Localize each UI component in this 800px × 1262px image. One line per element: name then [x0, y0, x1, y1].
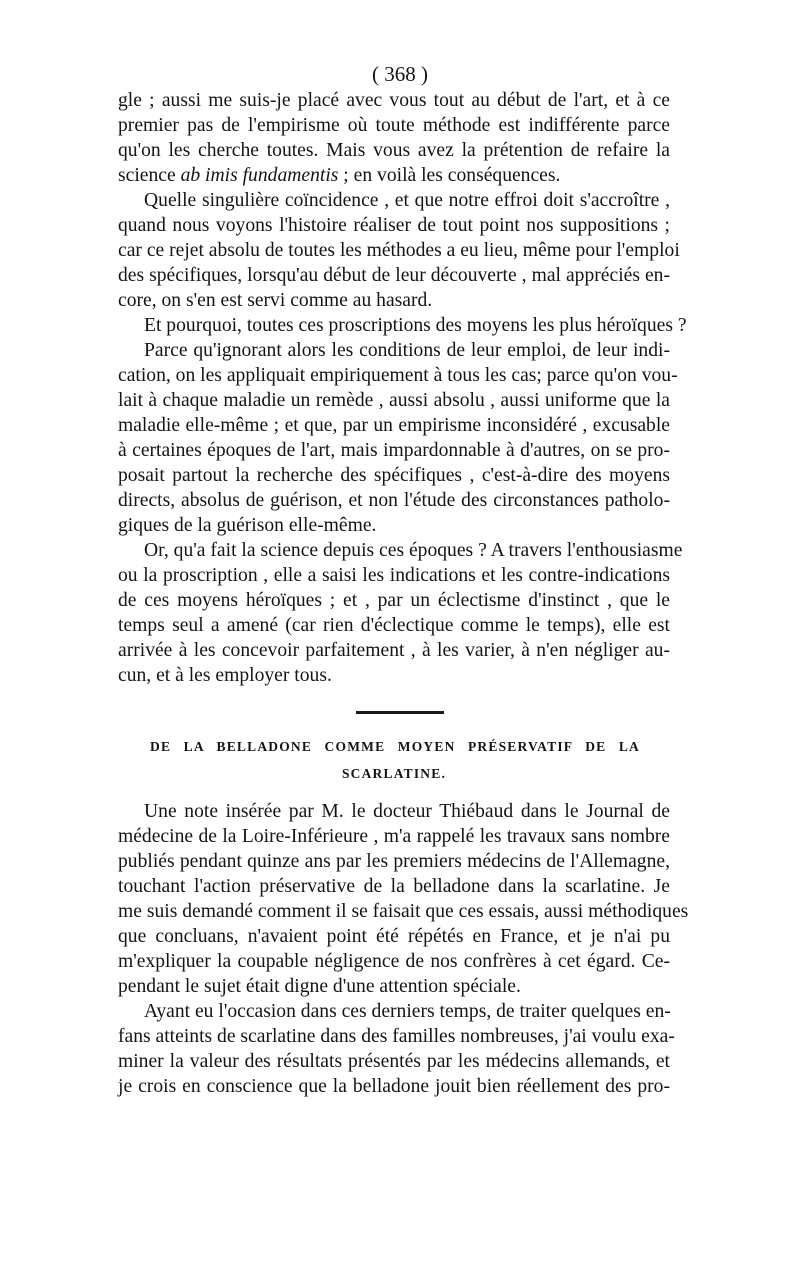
- text-line: premier pas de l'empirisme où toute méthode est indifférente parce: [118, 115, 670, 136]
- text-line: car ce rejet absolu de toutes les méthodes a eu lieu, même pour l'emploi: [118, 240, 680, 261]
- text-line: publiés pendant quinze ans par les premiers médecins de l'Allemagne,: [118, 851, 670, 872]
- text-line: Une note insérée par M. le docteur Thiébaud dans le Journal de: [144, 801, 670, 822]
- text-line: gle ; aussi me suis-je placé avec vous tout au début de l'art, et à ce: [118, 90, 670, 111]
- text-line: je crois en conscience que la belladone jouit bien réellement des pro-: [118, 1076, 670, 1097]
- text-line: pendant le sujet était digne d'une attention spéciale.: [118, 976, 521, 997]
- text-line: posait partout la recherche des spécifiques , c'est-à-dire des moyens: [118, 465, 670, 486]
- text-line: cun, et à les employer tous.: [118, 665, 332, 686]
- text-line: giques de la guérison elle-même.: [118, 515, 377, 536]
- section-heading-line-2: SCARLATINE.: [341, 766, 447, 781]
- text-line: Et pourquoi, toutes ces proscriptions des moyens les plus héroïques ?: [144, 315, 687, 336]
- text-line: core, on s'en est servi comme au hasard.: [118, 290, 433, 311]
- text-line: que concluans, n'avaient point été répétés en France, et je n'ai pu: [118, 926, 670, 947]
- text-line: science ab imis fundamentis ; en voilà les conséquences.: [118, 165, 561, 186]
- text-line: temps seul a amené (car rien d'éclectique comme le temps), elle est: [118, 615, 670, 636]
- section-heading-line-1: DE LA BELLADONE COMME MOYEN PRÉSERVATIF DE LA: [150, 739, 640, 754]
- text-line: Or, qu'a fait la science depuis ces époques ? A travers l'enthousiasme: [144, 540, 683, 561]
- text-line: médecine de la Loire-Inférieure , m'a rappelé les travaux sans nombre: [118, 826, 670, 847]
- italic-phrase: ab imis fundamentis: [180, 165, 339, 186]
- page-number: ( 368 ): [372, 62, 428, 86]
- section-divider: [356, 711, 444, 714]
- text-line: Quelle singulière coïncidence , et que notre effroi doit s'accroître ,: [144, 190, 670, 211]
- text-line: maladie elle-même ; et que, par un empirisme inconsidéré , excusable: [118, 415, 670, 436]
- text-line: m'expliquer la coupable négligence de nos confrères à cet égard. Ce-: [118, 951, 670, 972]
- text-line: quand nous voyons l'histoire réaliser de tout point nos suppositions ;: [118, 215, 670, 236]
- text-line: directs, absolus de guérison, et non l'étude des circonstances patholo-: [118, 490, 670, 511]
- text-line: de ces moyens héroïques ; et , par un éclectisme d'instinct , que le: [118, 590, 670, 611]
- text-line: Ayant eu l'occasion dans ces derniers temps, de traiter quelques en-: [144, 1001, 671, 1022]
- text-line: touchant l'action préservative de la belladone dans la scarlatine. Je: [118, 876, 670, 897]
- text-line: des spécifiques, lorsqu'au début de leur découverte , mal appréciés en-: [118, 265, 670, 286]
- text-line: fans atteints de scarlatine dans des familles nombreuses, j'ai voulu exa-: [118, 1026, 675, 1047]
- text-line: qu'on les cherche toutes. Mais vous avez la prétention de refaire la: [118, 140, 670, 161]
- text-block-1: [118, 88, 687, 688]
- text-line: à certaines époques de l'art, mais impardonnable à d'autres, on se pro-: [118, 440, 670, 461]
- text-line: miner la valeur des résultats présentés par les médecins allemands, et: [118, 1051, 670, 1072]
- text-block-2: [118, 799, 689, 1099]
- text-line: Parce qu'ignorant alors les conditions de leur emploi, de leur indi-: [144, 340, 670, 361]
- text-line: arrivée à les concevoir parfaitement , à les varier, à n'en négliger au-: [118, 640, 670, 661]
- text-line: cation, on les appliquait empiriquement à tous les cas; parce qu'on vou-: [118, 365, 678, 386]
- text-line: ou la proscription , elle a saisi les indications et les contre-indications: [118, 565, 670, 586]
- text-line: me suis demandé comment il se faisait que ces essais, aussi méthodiques: [118, 901, 689, 922]
- text-line: lait à chaque maladie un remède , aussi absolu , aussi uniforme que la: [118, 390, 670, 411]
